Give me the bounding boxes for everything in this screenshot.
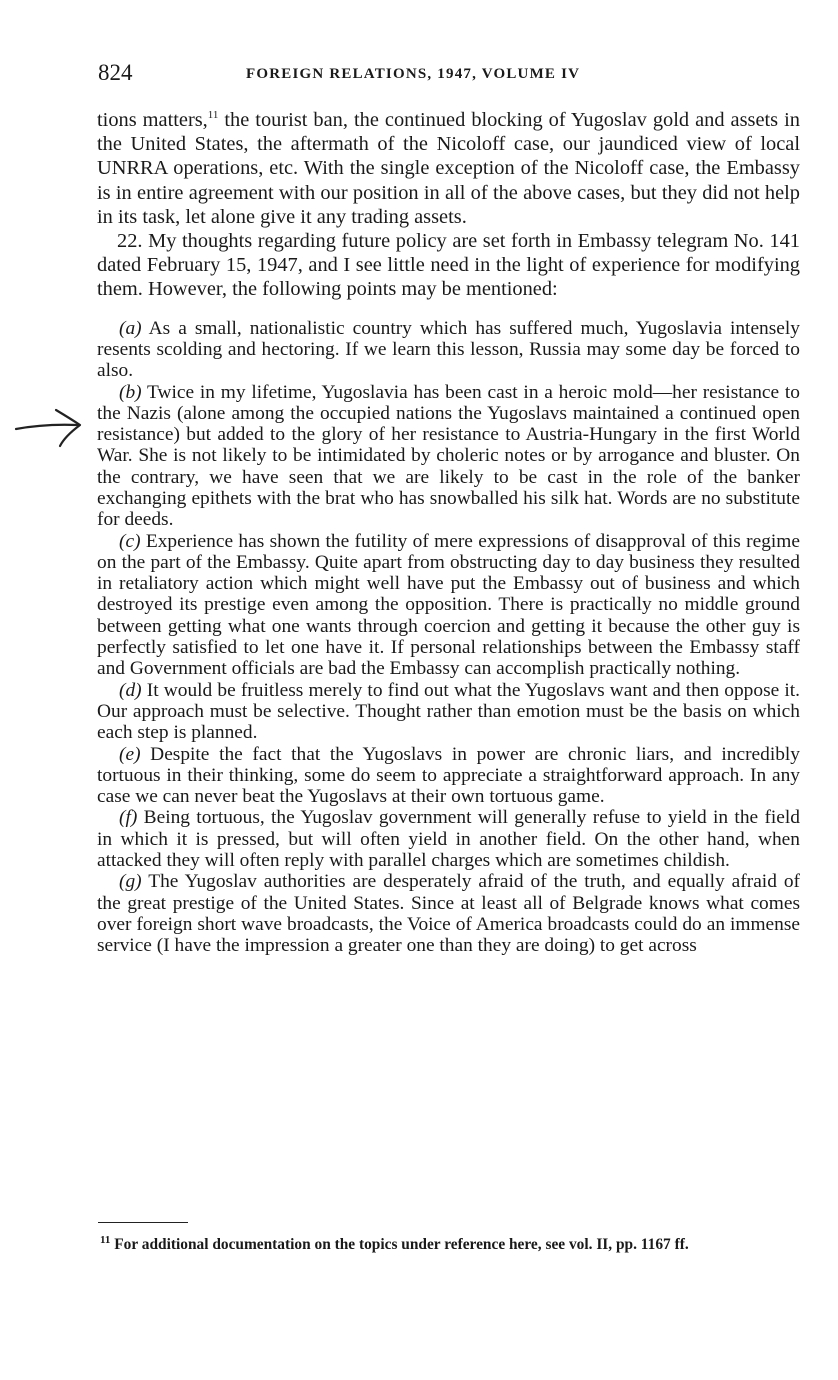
item-text: Despite the fact that the Yugoslavs in power are chronic liars, and incredibly tortuous in their thinking, some do seem to appreciate a straightforward approach. In any case we can never beat the Yugoslavs at their own tortuous game.: [97, 743, 800, 808]
footnote-text: For additional documentation on the topics under reference here, see vol. II, pp. 1167 ff.: [110, 1236, 689, 1253]
footnote-reference: 11: [207, 109, 219, 122]
list-item-d: [97, 680, 800, 744]
footnote: [80, 1233, 782, 1253]
item-text: It would be fruitless merely to find out what the Yugoslavs want and then oppose it. Our approach must be selective. Thought rather than emotion must be the basis on which each step is planned.: [97, 679, 800, 744]
continuation-paragraph: [97, 108, 800, 229]
item-text: The Yugoslav authorities are desperately afraid of the truth, and equally afraid of the great prestige of the United States. Since at least all of Belgrade knows what comes over foreign short wave broadcasts, the Voice of America broadcasts could do an immense service (I have the impression a greater one than they are doing) to get across: [97, 871, 800, 957]
item-text: Twice in my lifetime, Yugoslavia has been cast in a heroic mold—her resistance to the Nazis (alone among the occupied nations the Yugoslavs maintained a continued open resistance) but added to the glory of her resistance to Austria-Hungary in the first World War. She is not likely to be intimidated by choleric notes or by arrogance and bluster. On the contrary, we have seen that we are likely to be cast in the role of the banker exchanging epithets with the brat who has snowballed his silk hat. Words are no substitute for deeds.: [97, 381, 800, 531]
item-text: As a small, nationalistic country which has suffered much, Yugoslavia intensely resents scolding and hectoring. If we learn this lesson, Russia may some day be forced to also.: [97, 317, 800, 382]
hand-drawn-arrow-icon: [14, 404, 84, 450]
list-item-b: [97, 382, 800, 531]
item-label: (b): [119, 381, 142, 403]
item-label: (a): [119, 317, 142, 339]
running-head: FOREIGN RELATIONS, 1947, VOLUME IV: [246, 66, 581, 82]
list-item-a: [97, 318, 800, 382]
footnote-divider: [98, 1222, 188, 1223]
item-label: (f): [119, 807, 138, 829]
page-header: [98, 60, 798, 90]
item-label: (g): [119, 871, 142, 893]
item-label: (e): [119, 743, 141, 765]
item-text: Experience has shown the futility of mere expressions of disapproval of this regime on the part of the Embassy. Quite apart from obstructing day to day business they resulted in retaliatory action which might well have put the Embassy out of business and which destroyed its prestige even among the opposition. There is practically no middle ground between getting what one wants through coercion and getting it because the other guy is perfectly satisfied to let one have it. If personal relationships between the Embassy staff and Government officials are bad the Embassy can accomplish practically nothing.: [97, 530, 800, 680]
page-number: 824: [98, 60, 133, 85]
item-text: Being tortuous, the Yugoslav government will generally refuse to yield in the field in which it is pressed, but will often yield in another field. On the other hand, when attacked they will often reply with parallel charges which are sometimes childish.: [97, 807, 800, 872]
body-text: [97, 108, 800, 957]
list-item-f: [97, 807, 800, 871]
item-label: (c): [119, 530, 141, 552]
footnote-marker: 11: [100, 1233, 111, 1246]
list-item-g: [97, 871, 800, 956]
paragraph-22: 22. My thoughts regarding future policy are set forth in Embassy telegram No. 141 dated February 15, 1947, and I see little need in the light of experience for modifying them. However, the following points may be mentioned:: [97, 230, 800, 301]
list-item-c: [97, 531, 800, 680]
list-item-e: [97, 744, 800, 808]
continuation-text-start: tions matters,: [97, 109, 208, 131]
continuation-text-end: the tourist ban, the continued blocking of Yugoslav gold and assets in the United States, the aftermath of the Nicoloff case, our jaundiced view of local UNRRA operations, etc. With the single exception of the Nicoloff case, the Embassy is in entire agreement with our position in all of the above cases, but they did not help in its task, let alone give it any trading assets.: [97, 109, 800, 228]
item-label: (d): [119, 679, 142, 701]
